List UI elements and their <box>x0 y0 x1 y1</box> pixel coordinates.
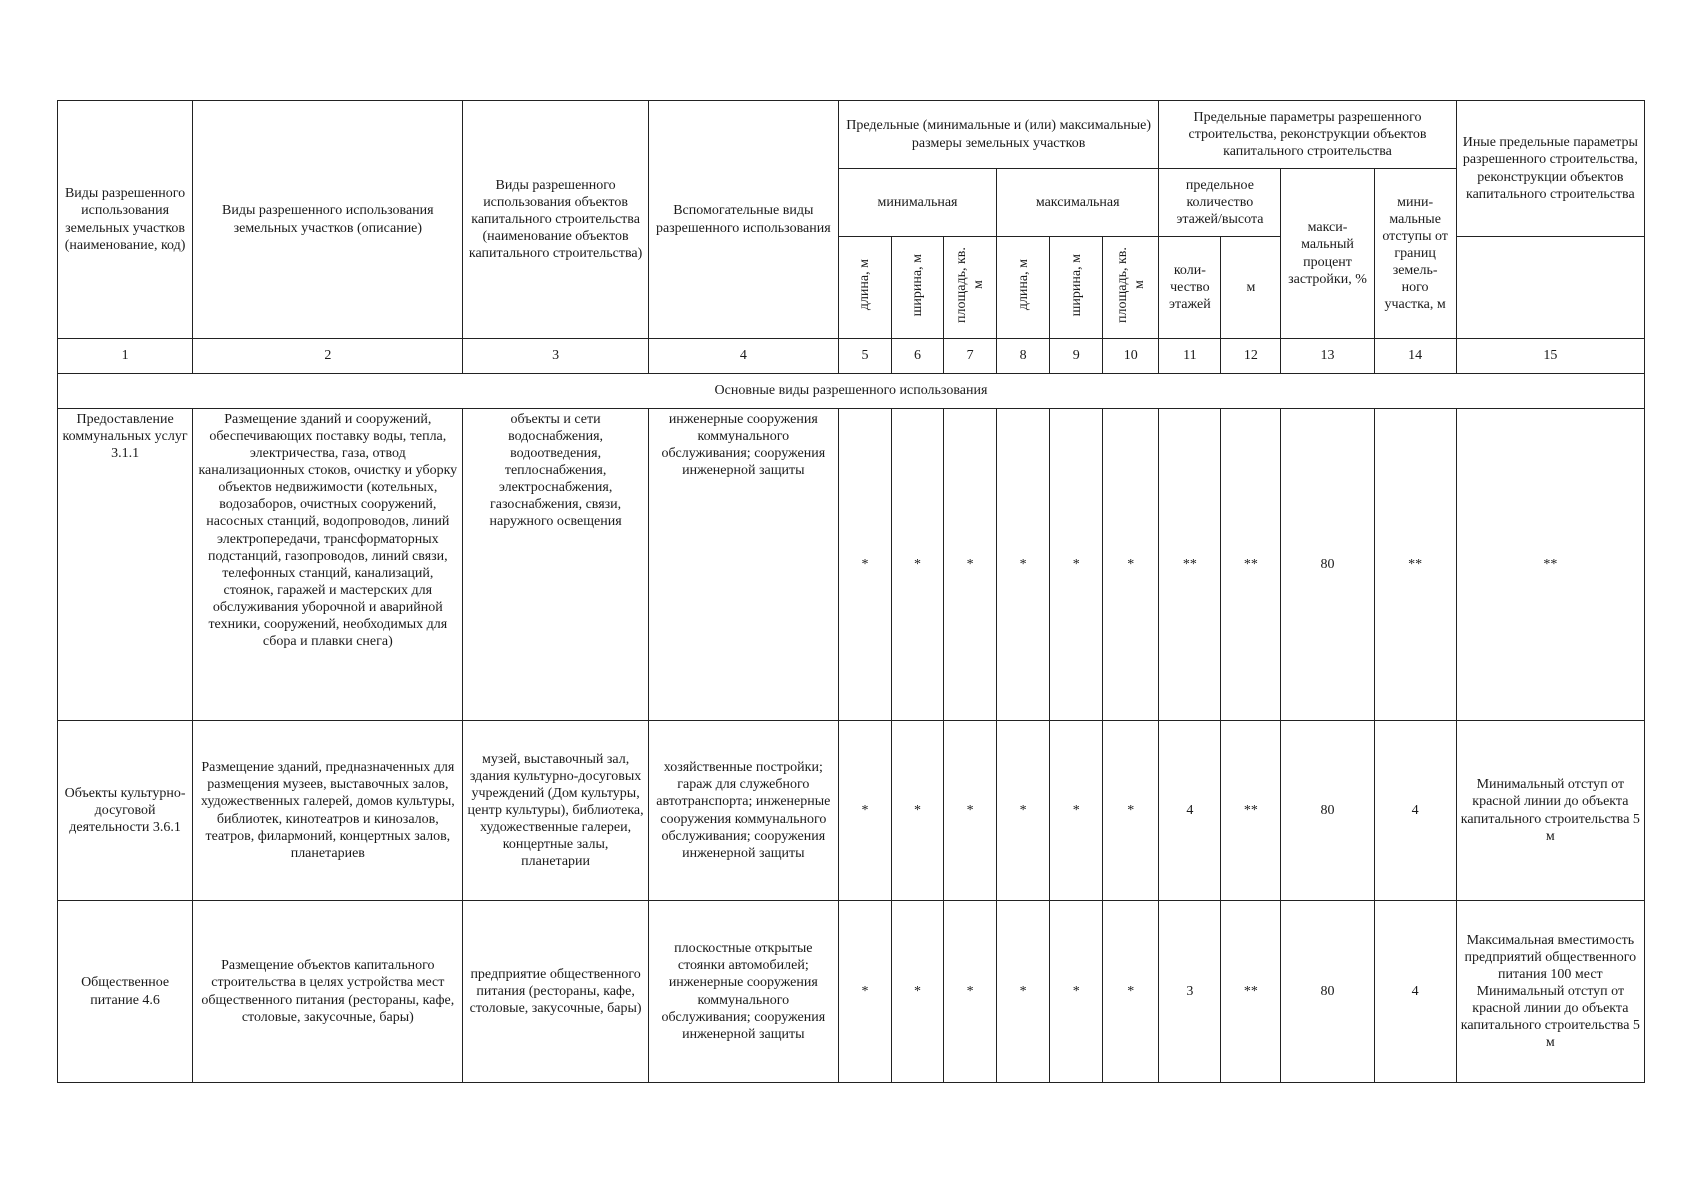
header-min-area: площадь, кв. м <box>944 237 997 339</box>
column-number: 9 <box>1050 339 1103 374</box>
row-min-width: * <box>891 721 943 901</box>
row-other-params: ** <box>1456 409 1644 721</box>
column-number: 6 <box>891 339 943 374</box>
row-max-area: * <box>1103 409 1159 721</box>
land-use-table <box>57 100 1645 1083</box>
row-min-area: * <box>944 901 997 1083</box>
row-min-setbacks: 4 <box>1374 721 1456 901</box>
row-land-use-name: Объекты культурно-досуговой деятельности 3.6.1 <box>58 721 193 901</box>
row-min-length: * <box>838 409 891 721</box>
header-min-length: длина, м <box>838 237 891 339</box>
row-capital-objects: музей, выставочный зал, здания культурно-досуговых учреждений (Дом культуры, центр культуры), библиотека, художественные галереи, концертные залы, планетарии <box>463 721 648 901</box>
row-land-use-name: Предоставление коммунальных услуг 3.1.1 <box>58 409 193 721</box>
row-min-area: * <box>944 721 997 901</box>
column-number: 1 <box>58 339 193 374</box>
column-number: 8 <box>997 339 1050 374</box>
row-max-width: * <box>1050 901 1103 1083</box>
header-floors-count: коли- чество этажей <box>1159 237 1221 339</box>
header-maximal: максимальная <box>997 169 1159 237</box>
header-max-area: площадь, кв. м <box>1103 237 1159 339</box>
row-description: Размещение зданий и сооружений, обеспечивающих поставку воды, тепла, электричества, газа, отвод канализационных стоков, очистку и уборку объектов недвижимости (котельных, водозаборов, очистных сооружений, насосных станций, водопроводов, линий электропередачи, трансформаторных подстанций, газопроводов, линий связи, телефонных станций, канализаций, стоянок, гаражей и мастерских для обслуживания уборочной и аварийной техники, сооружений, необходимых для сбора и плавки снега) <box>193 409 463 721</box>
column-number-row <box>58 339 1645 374</box>
row-max-length: * <box>997 409 1050 721</box>
header-min-width: ширина, м <box>891 237 943 339</box>
row-floors-count: 4 <box>1159 721 1221 901</box>
header-height-m: м <box>1221 237 1281 339</box>
row-land-use-name: Общественное питание 4.6 <box>58 901 193 1083</box>
header-floors-height: предельное количество этажей/высота <box>1159 169 1281 237</box>
row-height-m: ** <box>1221 901 1281 1083</box>
column-number: 13 <box>1281 339 1374 374</box>
row-description: Размещение зданий, предназначенных для размещения музеев, выставочных залов, художественных галерей, домов культуры, библиотек, кинотеатров и кинозалов, театров, филармоний, концертных залов, планетариев <box>193 721 463 901</box>
row-other-params: Максимальная вместимость предприятий общественного питания 100 мест Минимальный отступ от красной линии до объекта капитального строительства 5 м <box>1456 901 1644 1083</box>
row-other-params: Минимальный отступ от красной линии до объекта капитального строительства 5 м <box>1456 721 1644 901</box>
row-max-length: * <box>997 721 1050 901</box>
row-max-area: * <box>1103 901 1159 1083</box>
column-number: 7 <box>944 339 997 374</box>
row-floors-count: 3 <box>1159 901 1221 1083</box>
section-row <box>58 374 1645 409</box>
column-number: 11 <box>1159 339 1221 374</box>
row-min-setbacks: ** <box>1374 409 1456 721</box>
row-max-width: * <box>1050 721 1103 901</box>
header-max-width: ширина, м <box>1050 237 1103 339</box>
row-height-m: ** <box>1221 409 1281 721</box>
header-construction-params: Предельные параметры разрешенного строительства, реконструкции объектов капитального строительства <box>1159 101 1456 169</box>
table-row <box>58 901 1645 1083</box>
row-min-length: * <box>838 721 891 901</box>
row-capital-objects: объекты и сети водоснабжения, водоотведения, теплоснабжения, электроснабжения, газоснабжения, связи, наружного освещения <box>463 409 648 721</box>
row-height-m: ** <box>1221 721 1281 901</box>
row-description: Размещение объектов капитального строительства в целях устройства мест общественного питания (рестораны, кафе, столовые, закусочные, бары) <box>193 901 463 1083</box>
header-plot-size-limits: Предельные (минимальные и (или) максимальные) размеры земельных участков <box>838 101 1158 169</box>
row-max-length: * <box>997 901 1050 1083</box>
row-min-area: * <box>944 409 997 721</box>
row-min-length: * <box>838 901 891 1083</box>
column-number: 10 <box>1103 339 1159 374</box>
row-min-width: * <box>891 409 943 721</box>
header-land-use-code: Виды разрешенного использования земельных участков (наименование, код) <box>58 101 193 339</box>
table-row <box>58 721 1645 901</box>
row-auxiliary-uses: хозяйственные постройки; гараж для служебного автотранспорта; инженерные сооружения коммунального обслуживания; сооружения инженерной защиты <box>648 721 838 901</box>
row-max-build-percent: 80 <box>1281 721 1374 901</box>
row-floors-count: ** <box>1159 409 1221 721</box>
header-auxiliary-uses: Вспомогательные виды разрешенного использования <box>648 101 838 339</box>
column-number: 15 <box>1456 339 1644 374</box>
column-number: 5 <box>838 339 891 374</box>
row-max-area: * <box>1103 721 1159 901</box>
row-max-build-percent: 80 <box>1281 901 1374 1083</box>
row-max-width: * <box>1050 409 1103 721</box>
header-max-length: длина, м <box>997 237 1050 339</box>
header-other-params-empty <box>1456 237 1644 339</box>
header-min-setbacks: мини- мальные отступы от границ земель- ного участка, м <box>1374 169 1456 339</box>
row-capital-objects: предприятие общественного питания (рестораны, кафе, столовые, закусочные, бары) <box>463 901 648 1083</box>
row-auxiliary-uses: инженерные сооружения коммунального обслуживания; сооружения инженерной защиты <box>648 409 838 721</box>
row-min-width: * <box>891 901 943 1083</box>
column-number: 14 <box>1374 339 1456 374</box>
table-row <box>58 409 1645 721</box>
section-title: Основные виды разрешенного использования <box>58 374 1645 409</box>
row-min-setbacks: 4 <box>1374 901 1456 1083</box>
column-number: 4 <box>648 339 838 374</box>
row-max-build-percent: 80 <box>1281 409 1374 721</box>
column-number: 3 <box>463 339 648 374</box>
header-other-params: Иные предельные параметры разрешенного строительства, реконструкции объектов капитального строительства <box>1456 101 1644 237</box>
header-minimal: минимальная <box>838 169 996 237</box>
column-number: 2 <box>193 339 463 374</box>
column-number: 12 <box>1221 339 1281 374</box>
header-max-build-percent: макси- мальный процент застройки, % <box>1281 169 1374 339</box>
header-land-use-description: Виды разрешенного использования земельных участков (описание) <box>193 101 463 339</box>
row-auxiliary-uses: плоскостные открытые стоянки автомобилей; инженерные сооружения коммунального обслуживания; сооружения инженерной защиты <box>648 901 838 1083</box>
header-capital-objects: Виды разрешенного использования объектов капитального строительства (наименование объектов капитального строительства) <box>463 101 648 339</box>
